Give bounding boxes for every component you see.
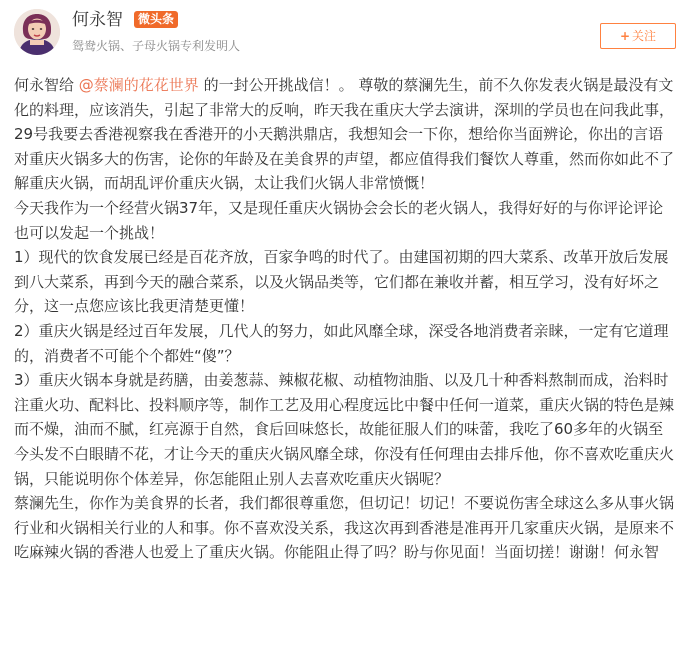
avatar-portrait-icon — [14, 9, 60, 55]
author-description: 鸳鸯火锅、子母火锅专利发明人 — [72, 39, 241, 53]
post-paragraph: 2）重庆火锅是经过百年发展，几代人的努力，如此风靡全球，深受各地消费者亲睐，一定有它道理的，消费者不可能个个都姓“傻”？ — [14, 321, 669, 365]
follow-button[interactable] — [600, 23, 676, 49]
post-header — [0, 0, 690, 70]
post-paragraph: 今天我作为一个经营火锅37年，又是现任重庆火锅协会会长的老火锅人，我得好好的与你评论评论也可以发起一个挑战！ — [14, 198, 664, 242]
paragraph-intro-text: 何永智给 — [14, 76, 79, 94]
follow-label: 关注 — [632, 29, 657, 43]
post-paragraph — [14, 73, 678, 196]
post-paragraph: 1）现代的饮食发展已经是百花齐放，百家争鸣的时代了。由建国初期的四大菜系、改革开放后发展到八大菜系，再到今天的融合菜系，以及火锅品类等，它们都在兼收并蓄，相互学习，没有好坏之分，这一点您应该比我更清楚更懂！ — [14, 248, 669, 316]
mention-link[interactable]: @蔡澜的花花世界 — [78, 76, 199, 94]
author-name[interactable]: 何永智 — [72, 10, 123, 30]
weitoutiao-badge: 微头条 — [134, 11, 178, 28]
paragraph-intro-rest: 的一封公开挑战信！。 尊敬的蔡澜先生，前不久你发表火锅是最没有文化的料理，应该消失，引起了非常大的反响，昨天我在重庆大学去演讲，深圳的学员也在问我此事，29号我要去香港视察我在香港开的小天鹅洪鼎店，我想知会一下你，想给你当面辨论，你出的言语对重庆火锅多大的伤害，论你的年龄及在美食界的声望，都应值得我们餐饮人尊重，然而你如此不了解重庆火锅，而胡乱评价重庆火锅，太让我们火锅人非常愤慨！ — [14, 76, 675, 193]
post-paragraph: 蔡澜先生，你作为美食界的长者，我们都很尊重您，但切记！切记！不要说伤害全球这么多从事火锅行业和火锅相关行业的人和事。你不喜欢没关系，我这次再到香港是准再开几家重庆火锅，是原来不吃麻辣火锅的香港人也爱上了重庆火锅。你能阻止得了吗？盼与你见面！当面切搓！谢谢！何永智 — [14, 494, 675, 562]
post-paragraph: 3）重庆火锅本身就是药膳，由姜葱蒜、辣椒花椒、动植物油脂、以及几十种香料熬制而成，治料时注重火功、配料比、投料顺序等，制作工艺及用心程度远比中餐中任何一道菜，重庆火锅的特色是辣而不燥，油而不腻，红亮源于自然，食后回味悠长，故能征服人们的味蕾，我吃了60多年的火锅至今头发不白眼睛不花，才让今天的重庆火锅风靡全球，你没有任何理由去排斥他，你不喜欢吃重庆火锅，只能说明你个体差异，你怎能阻止别人去喜欢吃重庆火锅呢？ — [14, 371, 675, 488]
post-body — [14, 73, 678, 565]
plus-icon: + — [619, 29, 631, 43]
author-avatar[interactable] — [14, 9, 60, 55]
